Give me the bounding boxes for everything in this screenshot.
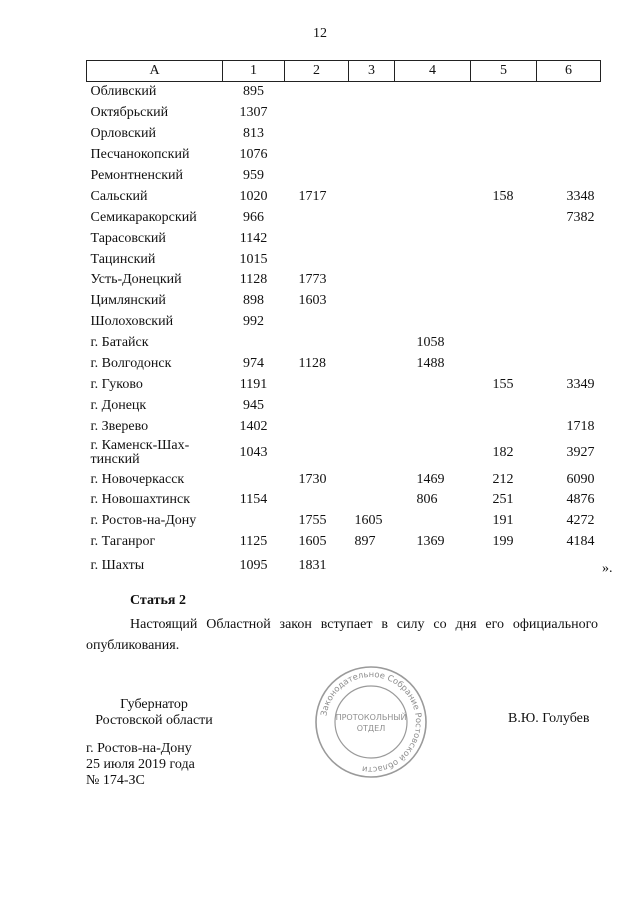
row-value-cell-c3 [349, 312, 395, 333]
row-value-cell-c3 [349, 166, 395, 187]
row-value-cell-c3 [349, 333, 395, 354]
row-value-cell-c1: 1191 [239, 376, 268, 392]
row-value-cell-c5 [471, 103, 537, 124]
row-value-cell-c2: 1730 [298, 471, 327, 487]
row-value-cell-c4 [395, 228, 471, 249]
row-value-cell-c3 [349, 395, 395, 416]
row-value-cell-c3 [349, 124, 395, 145]
row-value-cell-c6 [537, 291, 601, 312]
row-value-cell-c4: 1488 [416, 356, 445, 372]
row-value-cell-c6 [537, 103, 601, 124]
row-value-cell-c3 [349, 103, 395, 124]
stamp-center-line2: ОТДЕЛ [356, 724, 386, 733]
row-value-cell-c2 [285, 374, 349, 395]
row-value-cell-c3: 897 [354, 534, 376, 550]
row-name-cell: г. Батайск [90, 335, 149, 351]
row-value-cell-c4: 1369 [416, 534, 445, 550]
row-value-cell-c4: 1058 [416, 335, 445, 351]
header-col-2: 2 [285, 61, 349, 82]
row-value-cell-c5 [471, 270, 537, 291]
row-value-cell-c1: 974 [243, 356, 264, 372]
row-value-cell-c5 [471, 395, 537, 416]
row-value-cell-c5 [471, 145, 537, 166]
governor-title [86, 697, 222, 729]
row-value-cell-c1: 1125 [239, 534, 268, 550]
row-value-cell-c3: 1605 [354, 513, 383, 529]
row-value-cell-c2 [285, 490, 349, 511]
row-value-cell-c2 [285, 437, 349, 469]
row-value-cell-c4 [395, 145, 471, 166]
row-value-cell-c1: 1142 [239, 230, 268, 246]
stamp-inner-ring [335, 686, 407, 758]
row-value-cell-c3 [349, 416, 395, 437]
article-title: Статья 2 [130, 593, 186, 608]
table-row [87, 270, 601, 291]
row-value-cell-c4 [395, 312, 471, 333]
row-name-cell: Шолоховский [90, 314, 174, 330]
row-name-cell: Обливский [90, 84, 157, 100]
row-name-cell: г. Шахты [90, 557, 145, 573]
row-value-cell-c4 [395, 103, 471, 124]
table-row [87, 416, 601, 437]
table-row [87, 312, 601, 333]
row-name-cell: г. Новочеркасск [90, 471, 185, 487]
row-value-cell-c4 [395, 207, 471, 228]
row-name-cell: г. Донецк [90, 397, 147, 413]
row-value-cell-c5 [471, 249, 537, 270]
row-value-cell-c3 [349, 270, 395, 291]
row-value-cell-c1 [223, 511, 285, 532]
table-row [87, 207, 601, 228]
row-value-cell-c3 [349, 374, 395, 395]
row-value-cell-c2 [285, 145, 349, 166]
table-row [87, 333, 601, 354]
row-value-cell-c5: 199 [492, 534, 514, 550]
row-value-cell-c2: 1128 [298, 356, 326, 372]
row-value-cell-c5: 212 [492, 471, 514, 487]
table-row [87, 532, 601, 553]
row-value-cell-c4 [395, 416, 471, 437]
row-value-cell-c1: 992 [243, 314, 264, 330]
table-row [87, 249, 601, 270]
row-value-cell-c6 [537, 312, 601, 333]
row-value-cell-c1: 1020 [239, 188, 268, 204]
row-value-cell-c1: 1043 [239, 445, 268, 461]
governor-title-line2: Ростовской области [95, 713, 213, 728]
table-row [87, 395, 601, 416]
row-value-cell-c3 [349, 490, 395, 511]
row-value-cell-c5 [471, 553, 537, 579]
header-col-3: 3 [349, 61, 395, 82]
row-value-cell-c6 [537, 166, 601, 187]
row-value-cell-c6: 4272 [566, 513, 595, 529]
stamp-ring-text: Законодательное Собрание Ростовской области [318, 668, 425, 776]
row-value-cell-c6 [537, 82, 601, 103]
row-value-cell-c1: 945 [243, 397, 264, 413]
row-name-cell: г. Зверево [90, 418, 149, 434]
row-value-cell-c4 [395, 511, 471, 532]
row-value-cell-c2: 1755 [298, 513, 327, 529]
row-value-cell-c6: 3349 [566, 376, 595, 392]
row-value-cell-c4 [395, 437, 471, 469]
row-value-cell-c4 [395, 82, 471, 103]
table-row [87, 82, 601, 103]
row-value-cell-c4 [395, 166, 471, 187]
governor-name: В.Ю. Голубев [508, 711, 590, 726]
row-name-cell: Усть-Донецкий [90, 272, 182, 288]
row-value-cell-c5: 182 [492, 445, 514, 461]
row-name-cell: Цимлянский [90, 293, 166, 309]
row-value-cell-c6 [537, 354, 601, 375]
row-value-cell-c6 [537, 553, 601, 579]
row-value-cell-c3 [349, 291, 395, 312]
row-value-cell-c2 [285, 333, 349, 354]
official-stamp [313, 664, 429, 780]
row-name-cell: г. Таганрог [90, 534, 156, 550]
row-value-cell-c3 [349, 469, 395, 490]
row-value-cell-c1: 1128 [239, 272, 268, 288]
row-value-cell-c3 [349, 228, 395, 249]
row-value-cell-c3 [349, 553, 395, 579]
row-name-cell: Песчанокопский [90, 147, 190, 163]
row-value-cell-c6 [537, 249, 601, 270]
row-value-cell-c1: 898 [243, 293, 264, 309]
row-name-cell: Сальский [90, 188, 148, 204]
row-value-cell-c3 [349, 145, 395, 166]
row-name-cell: Октябрьский [90, 105, 169, 121]
row-value-cell-c3 [349, 186, 395, 207]
stamp-outer-ring [316, 667, 426, 777]
row-value-cell-c2 [285, 395, 349, 416]
row-value-cell-c4 [395, 270, 471, 291]
row-value-cell-c6: 3927 [566, 445, 595, 461]
row-value-cell-c3 [349, 437, 395, 469]
header-col-6: 6 [537, 61, 601, 82]
row-name-cell: Ремонтненский [90, 168, 183, 183]
row-value-cell-c5 [471, 228, 537, 249]
row-value-cell-c2 [285, 228, 349, 249]
row-value-cell-c5 [471, 207, 537, 228]
row-value-cell-c1: 895 [243, 84, 264, 100]
data-table [86, 60, 601, 579]
table-row [87, 354, 601, 375]
law-number: № 174-ЗС [86, 773, 145, 788]
table-row [87, 511, 601, 532]
row-name-cell: Орловский [90, 126, 156, 142]
row-value-cell-c6: 1718 [566, 418, 595, 434]
row-name-cell: Тарасовский [90, 230, 166, 246]
table-row [87, 490, 601, 511]
row-value-cell-c5 [471, 166, 537, 187]
row-value-cell-c3 [349, 249, 395, 270]
row-name-cell: г. Ростов-на-Дону [90, 513, 197, 529]
page-number: 12 [313, 26, 327, 41]
table-row [87, 228, 601, 249]
row-value-cell-c3 [349, 82, 395, 103]
table-row [87, 469, 601, 490]
header-col-1: 1 [223, 61, 285, 82]
row-value-cell-c5 [471, 291, 537, 312]
row-value-cell-c6: 7382 [566, 209, 595, 225]
row-value-cell-c5 [471, 354, 537, 375]
row-value-cell-c6 [537, 124, 601, 145]
table-header-row [87, 61, 601, 82]
row-value-cell-c2 [285, 249, 349, 270]
row-value-cell-c2 [285, 124, 349, 145]
row-value-cell-c3 [349, 207, 395, 228]
header-col-5: 5 [471, 61, 537, 82]
row-value-cell-c6 [537, 145, 601, 166]
header-col-4: 4 [395, 61, 471, 82]
row-value-cell-c2 [285, 416, 349, 437]
row-name-cell: г. Новошахтинск [90, 492, 191, 508]
row-value-cell-c5 [471, 312, 537, 333]
row-value-cell-c6: 3348 [566, 188, 595, 204]
row-value-cell-c2 [285, 166, 349, 187]
place-date: 25 июля 2019 года [86, 757, 195, 772]
row-value-cell-c6 [537, 228, 601, 249]
row-name-cell: г. Гуково [90, 376, 143, 392]
row-value-cell-c4 [395, 553, 471, 579]
row-value-cell-c6 [537, 395, 601, 416]
row-name-cell: г. Волгодонск [90, 356, 172, 372]
stamp-center-line1: ПРОТОКОЛЬНЫЙ [335, 713, 407, 722]
row-value-cell-c1: 1307 [239, 105, 268, 121]
row-value-cell-c5: 251 [492, 492, 514, 508]
row-value-cell-c2 [285, 82, 349, 103]
row-name-cell: г. Каменск-Шах- тинский [90, 438, 190, 468]
row-value-cell-c4 [395, 186, 471, 207]
place-date-block [86, 741, 195, 789]
row-value-cell-c2: 1717 [298, 188, 327, 204]
row-name-cell: Семикаракорский [90, 209, 197, 225]
row-value-cell-c6: 6090 [566, 471, 595, 487]
table-row [87, 553, 601, 579]
row-value-cell-c5: 191 [492, 513, 514, 529]
row-value-cell-c5 [471, 333, 537, 354]
governor-title-line1: Губернатор [120, 697, 188, 712]
row-value-cell-c2 [285, 103, 349, 124]
table-row [87, 437, 601, 469]
row-value-cell-c4 [395, 395, 471, 416]
row-value-cell-c2: 1605 [298, 534, 327, 550]
row-value-cell-c2: 1831 [298, 557, 327, 573]
row-value-cell-c2: 1773 [298, 272, 327, 288]
row-value-cell-c5 [471, 124, 537, 145]
row-value-cell-c1 [223, 333, 285, 354]
row-value-cell-c4 [395, 124, 471, 145]
row-value-cell-c6 [537, 333, 601, 354]
closing-quote: ». [602, 561, 613, 576]
row-value-cell-c2 [285, 207, 349, 228]
table-body [87, 82, 601, 579]
row-name-cell: Тацинский [90, 251, 156, 267]
row-value-cell-c6 [537, 270, 601, 291]
row-value-cell-c5: 158 [492, 188, 514, 204]
table-row [87, 124, 601, 145]
row-value-cell-c2 [285, 312, 349, 333]
row-value-cell-c4 [395, 291, 471, 312]
table-row [87, 166, 601, 187]
row-value-cell-c1: 1402 [239, 418, 268, 434]
place-city: г. Ростов-на-Дону [86, 741, 192, 756]
row-value-cell-c5 [471, 416, 537, 437]
row-value-cell-c1: 1076 [239, 147, 268, 163]
row-value-cell-c1: 1154 [239, 492, 268, 508]
row-value-cell-c1 [223, 469, 285, 490]
row-value-cell-c5: 155 [492, 376, 514, 392]
row-value-cell-c1: 1015 [239, 251, 268, 267]
row-value-cell-c3 [349, 354, 395, 375]
row-value-cell-c1: 813 [243, 126, 264, 142]
table-row [87, 291, 601, 312]
row-value-cell-c2: 1603 [298, 293, 327, 309]
row-value-cell-c1: 966 [243, 209, 264, 225]
row-value-cell-c1: 1095 [239, 557, 268, 573]
row-value-cell-c1: 959 [243, 168, 264, 183]
article-text: Настоящий Областной закон вступает в силу со дня его официального опубликования. [86, 617, 598, 653]
row-value-cell-c4: 1469 [416, 471, 445, 487]
row-value-cell-c4 [395, 249, 471, 270]
table-row [87, 186, 601, 207]
table-row [87, 103, 601, 124]
row-value-cell-c4 [395, 374, 471, 395]
row-value-cell-c6: 4876 [566, 492, 595, 508]
row-value-cell-c4: 806 [416, 492, 438, 508]
row-value-cell-c5 [471, 82, 537, 103]
row-value-cell-c6: 4184 [566, 534, 595, 550]
header-col-a: А [87, 61, 223, 82]
table-row [87, 145, 601, 166]
table-row [87, 374, 601, 395]
